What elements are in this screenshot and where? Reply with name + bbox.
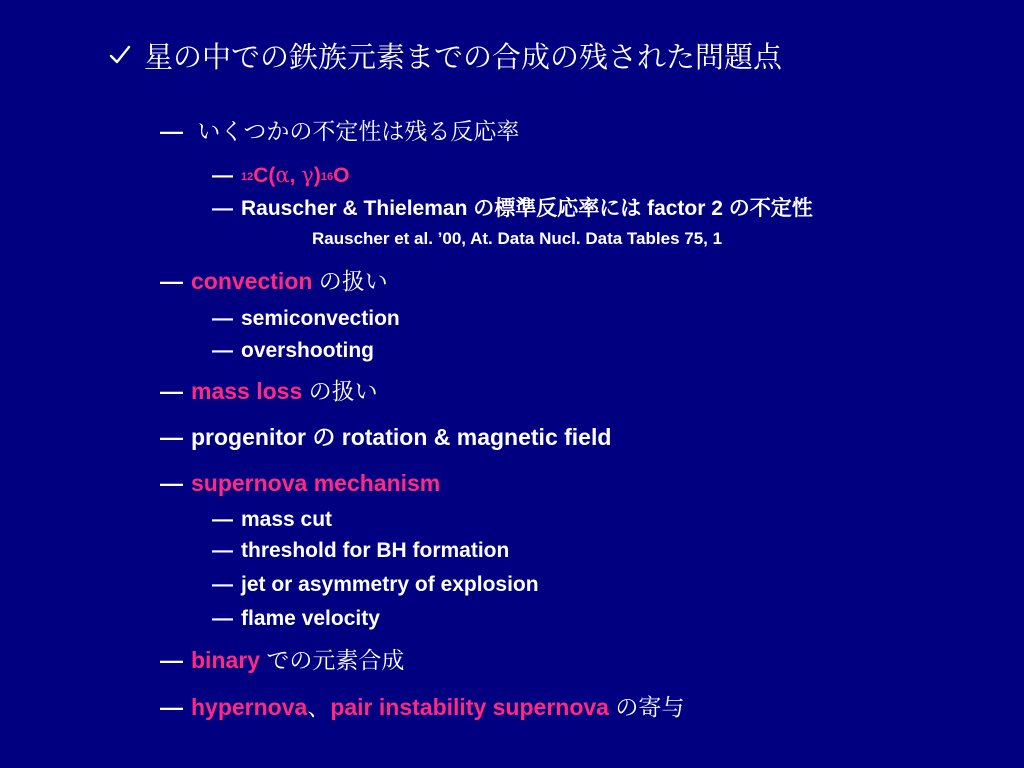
bullet-dash: — (160, 647, 183, 673)
isotope-12: 12 (241, 171, 254, 183)
checkmark-icon (108, 38, 134, 78)
bullet-dash: — (212, 197, 233, 220)
item-text: mass cut (241, 508, 333, 531)
bullet-dash: — (160, 378, 183, 404)
item-highlight: mass loss (191, 378, 303, 404)
item-text: の寄与 (608, 694, 685, 720)
slide-title (108, 38, 782, 78)
bullet-dash: — (212, 307, 233, 330)
item-text: overshooting (241, 339, 375, 362)
isotope-16: 16 (320, 171, 334, 183)
item-text: の扱い (312, 268, 388, 294)
bullet-dash: — (212, 539, 233, 562)
reference-citation (312, 227, 722, 251)
bullet-dash: — (160, 694, 183, 720)
bullet-dash: — (160, 268, 183, 294)
bullet-dash: — (212, 607, 233, 630)
item-separator: 、 (307, 694, 331, 720)
item-text: jet or asymmetry of explosion (241, 573, 539, 596)
bullet-dash: — (160, 424, 183, 450)
item-text: semiconvection (241, 307, 400, 330)
item-highlight: convection (191, 268, 313, 294)
item-text: flame velocity (241, 607, 380, 630)
item-overshooting (212, 337, 374, 365)
reaction-formula (241, 164, 349, 187)
item-hypernova (160, 692, 684, 722)
item-convection (160, 266, 388, 296)
item-text: progenitor の rotation & magnetic field (191, 424, 612, 450)
item-flame-velocity (212, 605, 380, 633)
reference-text: Rauscher et al. ’00, At. Data Nucl. Data Tables 75, 1 (312, 229, 723, 248)
item-text: の扱い (302, 378, 378, 404)
item-rauscher (212, 195, 813, 223)
item-semiconvection (212, 305, 400, 333)
item-mass-loss (160, 376, 378, 406)
item-text: での元素合成 (260, 647, 405, 673)
bullet-dash: — (212, 573, 233, 596)
gamma-symbol: γ (301, 163, 314, 187)
item-text: いくつかの不定性は残る反応率 (197, 118, 520, 144)
bullet-dash: — (160, 118, 183, 144)
item-binary (160, 645, 404, 675)
item-text: threshold for BH formation (241, 539, 510, 562)
item-jet (212, 571, 539, 599)
item-mass-cut (212, 506, 332, 534)
item-highlight: binary (191, 647, 261, 673)
formula-part: ) (313, 164, 321, 187)
item-highlight: hypernova (191, 694, 308, 720)
item-highlight: pair instability supernova (330, 694, 609, 720)
item-threshold (212, 537, 509, 565)
alpha-symbol: α (275, 163, 290, 187)
formula-part: O (333, 164, 350, 187)
formula-part: C( (253, 164, 276, 187)
item-supernova-mechanism (160, 468, 440, 498)
bullet-dash: — (160, 470, 183, 496)
item-highlight: supernova mechanism (191, 470, 441, 496)
item-reaction-rates (160, 116, 519, 146)
bullet-dash: — (212, 508, 233, 531)
formula-comma: , (289, 164, 302, 187)
title-text: 星の中での鉄族元素までの合成の残された問題点 (144, 42, 783, 74)
item-c12-alpha-gamma (212, 161, 349, 190)
bullet-dash: — (212, 339, 233, 362)
item-progenitor (160, 422, 611, 452)
item-text: Rauscher & Thieleman の標準反応率には factor 2 の不定性 (241, 197, 813, 220)
bullet-dash: — (212, 164, 233, 187)
